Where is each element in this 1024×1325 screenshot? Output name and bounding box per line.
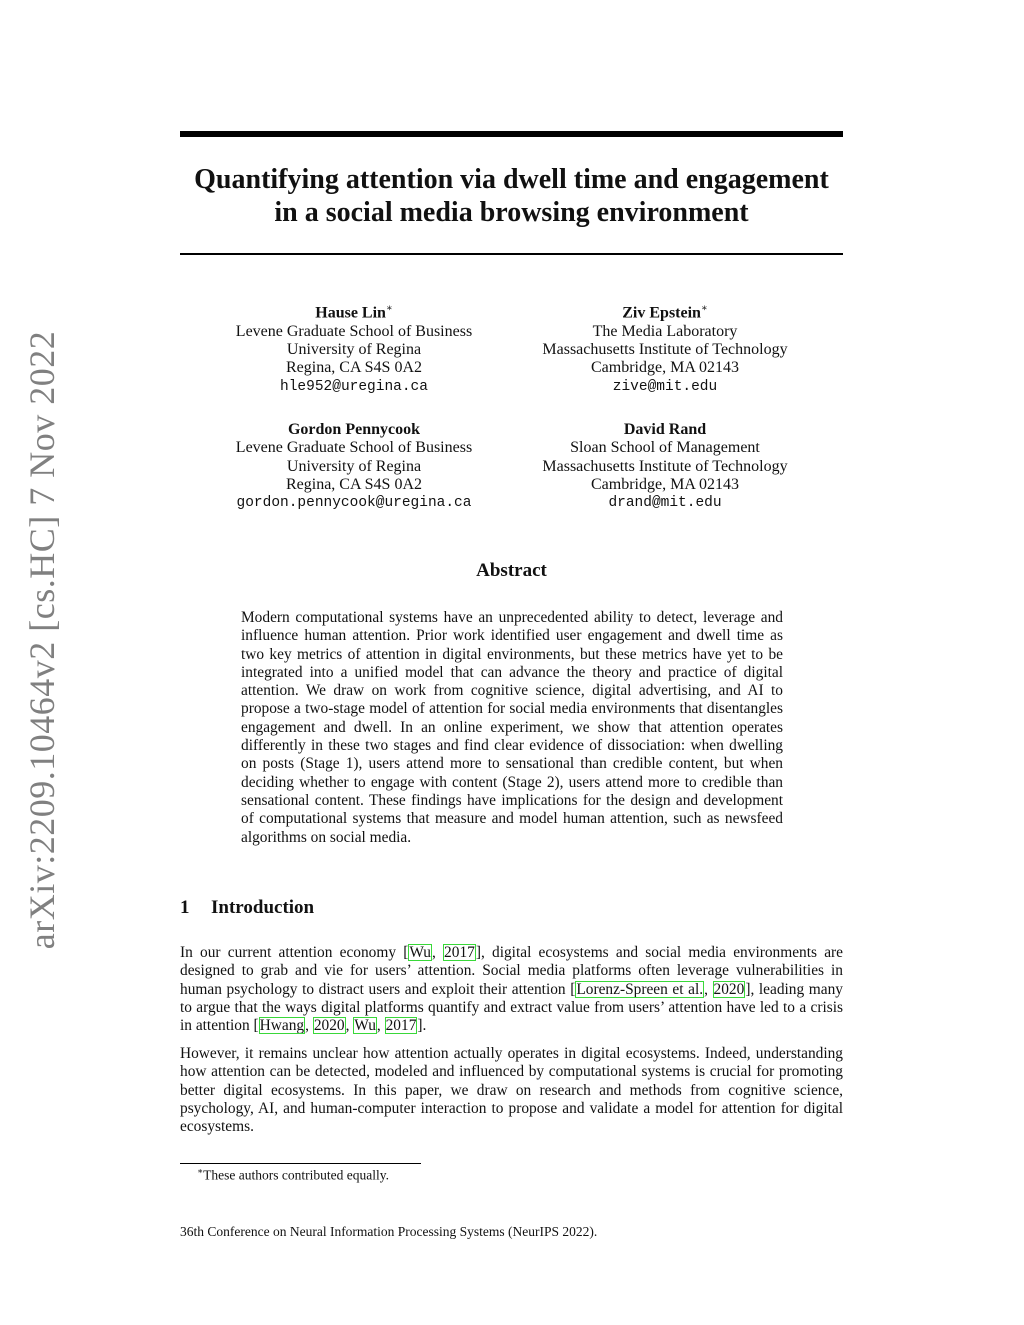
author-affiliation: Sloan School of Management	[570, 439, 760, 457]
footnote-mark: ∗	[197, 1166, 204, 1176]
citation-link-wu[interactable]: Wu	[354, 1017, 376, 1035]
author-block-pennycook	[204, 421, 504, 512]
author-name: David Rand	[623, 421, 707, 438]
author-institution: Massachusetts Institute of Technology	[542, 340, 788, 358]
author-location: Regina, CA S4S 0A2	[285, 475, 422, 493]
section-title: Introduction	[211, 897, 315, 918]
citation-link-hwang-2020[interactable]: 2020	[313, 1017, 345, 1035]
title-top-rule	[180, 131, 843, 137]
section-heading-introduction	[180, 897, 314, 919]
citation-link-lorenz-spreen[interactable]: Lorenz-Spreen et al.	[576, 980, 704, 998]
paper-title	[180, 163, 843, 229]
citation-link-hwang[interactable]: Hwang	[259, 1017, 305, 1035]
author-email: hle952@uregina.ca	[280, 378, 428, 395]
introduction-paragraph-2: However, it remains unclear how attention actually operates in digital ecosystems. Indeed, understanding how attention can be detected, modeled and influenced by computational systems is crucial for promoting better digital ecosystems. In this paper, we draw on research and methods from cognitive science, psychology, AI, and human-computer interaction to propose and validate a model for attention for digital ecosystems.	[180, 1045, 843, 1136]
author-affiliation: Levene Graduate School of Business	[235, 322, 473, 340]
citation-link-wu[interactable]: Wu	[409, 944, 431, 961]
author-block-lin	[204, 300, 504, 396]
author-location: Cambridge, MA 02143	[591, 475, 739, 493]
author-affiliation: The Media Laboratory	[592, 322, 738, 340]
author-name: Hause Lin∗	[315, 303, 393, 322]
author-email: zive@mit.edu	[612, 378, 718, 395]
title-bottom-rule	[180, 253, 843, 255]
citation-link-lorenz-spreen-2020[interactable]: 2020	[713, 980, 745, 998]
equal-contribution-mark: ∗	[700, 303, 708, 314]
author-name: Gordon Pennycook	[287, 421, 420, 438]
author-affiliation: Levene Graduate School of Business	[235, 439, 473, 457]
footnote	[197, 1166, 389, 1184]
author-institution: University of Regina	[286, 457, 422, 475]
introduction-paragraph-1: In our current attention economy [Wu, 2017], digital ecosystems and social media environments are designed to grab and vie for users’ attention. Social media platforms often leverage vulnerabilities in human psychology to distract users and exploit their attention [Lorenz-Spreen et al., 2020], leading many to argue that the ways digital platforms quantify and extract value from users’ attention have led to a crisis in attention [Hwang, 2020, Wu, 2017].	[180, 944, 843, 1035]
author-email: drand@mit.edu	[608, 495, 722, 512]
abstract-text: Modern computational systems have an unprecedented ability to detect, leverage and influence human attention. Prior work identified user engagement and dwell time as two key metrics of attention in digital environments, but these metrics have yet to be integrated into a unified model that can advance the theory and practice of digital attention. We draw on work from cognitive science, digital advertising, and AI to propose a two-stage model of attention for social media environments that disentangles engagement and dwell. In an online experiment, we show that attention operates differently in these two stages and find clear evidence of dissociation: when dwelling on posts (Stage 1), users attend more to sensational than credible content, but when deciding whether to engage with content (Stage 2), users attend more to credible than sensational content. These findings have implications for the design and development of computational systems that measure and model human attention, such as newsfeed algorithms on social media.	[241, 609, 783, 846]
author-name: Ziv Epstein∗	[622, 303, 708, 322]
citation-link-wu-2017[interactable]: 2017	[444, 944, 475, 961]
equal-contribution-mark: ∗	[385, 303, 393, 314]
abstract-heading: Abstract	[476, 560, 547, 581]
section-number: 1	[180, 897, 190, 918]
author-block-rand	[515, 421, 815, 512]
footnote-text: These authors contributed equally.	[203, 1167, 389, 1183]
author-location: Cambridge, MA 02143	[591, 359, 739, 377]
author-email: gordon.pennycook@uregina.ca	[236, 495, 472, 512]
author-location: Regina, CA S4S 0A2	[285, 359, 422, 377]
author-institution: University of Regina	[286, 340, 422, 358]
arxiv-identifier-stamp: arXiv:2209.10464v2 [cs.HC] 7 Nov 2022	[22, 330, 62, 950]
author-block-epstein	[515, 300, 815, 396]
title-line-1: Quantifying attention via dwell time and engagement	[194, 164, 829, 195]
citation-link-wu-2017[interactable]: 2017	[385, 1017, 417, 1035]
author-institution: Massachusetts Institute of Technology	[542, 457, 788, 475]
venue-note: 36th Conference on Neural Information Processing Systems (NeurIPS 2022).	[180, 1224, 598, 1239]
footnote-rule	[180, 1163, 421, 1164]
title-line-2: in a social media browsing environment	[274, 197, 749, 228]
